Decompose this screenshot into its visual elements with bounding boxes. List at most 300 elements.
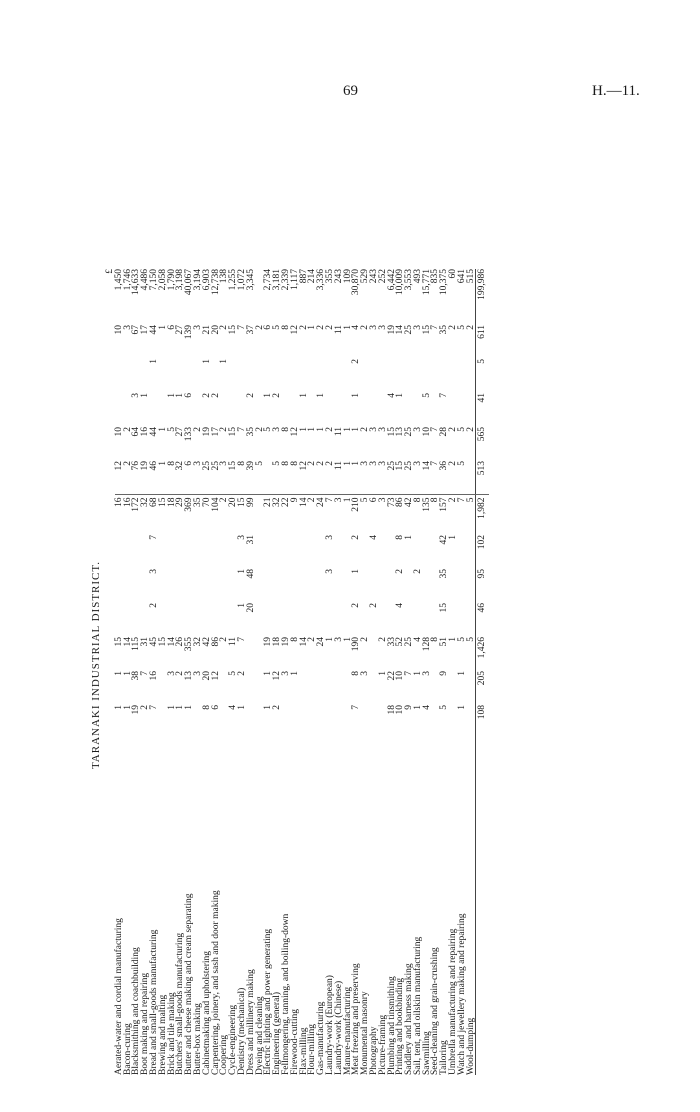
total-value: 41 xyxy=(476,393,490,427)
cell-value xyxy=(150,393,159,427)
cell-value xyxy=(185,603,194,637)
cell-value: 252 xyxy=(377,269,388,284)
cell-value: 3 xyxy=(360,671,371,676)
cell-value: 8 xyxy=(280,427,291,432)
cell-value: 1 xyxy=(316,393,327,398)
cell-value: 6 xyxy=(166,325,177,330)
cell-value: 14 xyxy=(421,461,432,471)
cell-value: 13 xyxy=(184,671,195,681)
cell-value xyxy=(361,393,370,427)
cell-value xyxy=(300,569,309,603)
cell-value: 42 xyxy=(201,637,212,647)
cell-value: 11 xyxy=(228,637,239,647)
cell-value xyxy=(124,359,133,393)
cell-value: 4 xyxy=(421,705,432,710)
cell-value xyxy=(194,569,203,603)
cell-value: 135 xyxy=(423,495,432,535)
cell-value xyxy=(220,569,229,603)
cell-value: 16 xyxy=(140,427,151,437)
cell-value xyxy=(291,359,300,393)
cell-value: 24 xyxy=(317,495,326,535)
cell-value: 493 xyxy=(412,269,423,284)
cell-value: 8 xyxy=(289,461,300,466)
industry-name: Flour-milling xyxy=(307,1023,318,1075)
cell-value: 22 xyxy=(282,495,291,535)
cell-value: 2 xyxy=(307,461,318,466)
cell-value xyxy=(194,535,203,569)
cell-value: 2 xyxy=(465,427,476,432)
cell-value xyxy=(317,359,326,393)
cell-value xyxy=(449,393,458,427)
cell-value xyxy=(159,603,168,637)
cell-value: 5 xyxy=(421,393,432,398)
cell-value: 8 xyxy=(431,495,440,535)
industry-name: Seed-cleaning and grain-crushing xyxy=(430,947,441,1075)
cell-value: 8 xyxy=(236,461,247,466)
cell-value xyxy=(361,569,370,603)
cell-value xyxy=(159,535,168,569)
cell-value xyxy=(449,603,458,637)
cell-value xyxy=(159,359,168,393)
industry-name: Dentistry (mechanical) xyxy=(236,987,247,1075)
cell-value: 369 xyxy=(185,495,194,535)
cell-value xyxy=(449,359,458,393)
cell-value xyxy=(370,569,379,603)
cell-value: 3 xyxy=(377,325,388,330)
cell-value xyxy=(124,603,133,637)
cell-value: 7 xyxy=(430,427,441,432)
cell-value: 641 xyxy=(456,269,467,284)
cell-value: 2 xyxy=(272,705,283,710)
cell-value xyxy=(308,359,317,393)
total-value: 102 xyxy=(476,535,490,569)
cell-value: 1 xyxy=(157,325,168,330)
cell-value: 1 xyxy=(412,705,423,710)
cell-value xyxy=(335,603,344,637)
cell-value: 3 xyxy=(131,393,142,398)
cell-value: 52 xyxy=(395,637,406,647)
cell-value: 3 xyxy=(412,325,423,330)
cell-value xyxy=(282,705,291,739)
cell-value: 3,336 xyxy=(316,269,327,291)
cell-value: 40,067 xyxy=(184,269,195,296)
cell-value: 2 xyxy=(122,427,133,432)
cell-value: 2 xyxy=(351,359,362,364)
cell-value xyxy=(467,461,476,495)
industry-name: Aerated-water and cordial manufacturing xyxy=(113,918,124,1075)
cell-value: 1,450 xyxy=(113,269,124,291)
industry-name: Umbrella manufacturing and repairing xyxy=(448,928,459,1075)
cell-value: 86 xyxy=(396,495,405,535)
cell-value: 35 xyxy=(245,427,256,437)
cell-value: 19 xyxy=(131,705,142,715)
cell-value: 10 xyxy=(113,427,124,437)
cell-value: 7 xyxy=(404,671,415,676)
cell-value: 3 xyxy=(421,671,432,676)
cell-value xyxy=(273,603,282,637)
cell-value: 1 xyxy=(289,671,300,676)
page-number: 69 xyxy=(343,83,358,99)
cell-value: 12 xyxy=(210,671,221,681)
cell-value: 32 xyxy=(175,461,186,471)
cell-value: 139 xyxy=(184,325,195,340)
cell-value: 19 xyxy=(263,637,274,647)
cell-value: 2,058 xyxy=(157,269,168,291)
cell-value: 3 xyxy=(219,461,230,466)
cell-value xyxy=(326,705,335,739)
cell-value: 39 xyxy=(245,461,256,471)
cell-value xyxy=(414,359,423,393)
cell-value: 8 xyxy=(414,495,423,535)
cell-value xyxy=(467,671,476,705)
cell-value xyxy=(370,359,379,393)
cell-value xyxy=(256,359,265,393)
cell-value: 1 xyxy=(175,393,186,398)
cell-value: 2 xyxy=(245,393,256,398)
cell-value: 2 xyxy=(210,393,221,398)
cell-value xyxy=(388,535,397,569)
cell-value xyxy=(203,535,212,569)
cell-value: 1 xyxy=(184,705,195,710)
cell-value: 2 xyxy=(192,427,203,432)
cell-value: 1 xyxy=(404,535,415,540)
cell-value xyxy=(344,569,353,603)
cell-value: 4 xyxy=(412,637,423,642)
cell-value: 12 xyxy=(289,427,300,437)
cell-value: 15 xyxy=(386,427,397,437)
cell-value: 3 xyxy=(192,461,203,466)
cell-value: 16 xyxy=(115,495,124,535)
cell-value: 1 xyxy=(219,359,230,364)
cell-value xyxy=(335,359,344,393)
cell-value: 2 xyxy=(377,637,388,642)
cell-value xyxy=(370,671,379,705)
cell-value: 44 xyxy=(148,325,159,335)
industry-name: Brick and tile making xyxy=(166,992,177,1075)
industry-name: Monumental masonry xyxy=(360,991,371,1075)
cell-value: 1 xyxy=(113,671,124,676)
table-row xyxy=(150,269,159,1075)
cell-value: 8 xyxy=(289,637,300,642)
cell-value: 20 xyxy=(210,325,221,335)
cell-value: 3 xyxy=(333,637,344,642)
cell-value xyxy=(405,393,414,427)
cell-value: 3 xyxy=(360,461,371,466)
industry-name: Brewing and malting xyxy=(157,994,168,1075)
cell-value xyxy=(388,603,397,637)
cell-value xyxy=(379,603,388,637)
cell-value: 1 xyxy=(351,393,362,398)
cell-value xyxy=(194,359,203,393)
cell-value xyxy=(467,569,476,603)
cell-value: 1 xyxy=(122,705,133,710)
industry-name: Flax-milling xyxy=(298,1027,309,1075)
cell-value xyxy=(229,359,238,393)
cell-value: 4 xyxy=(395,603,406,608)
cell-value xyxy=(344,535,353,569)
cell-value xyxy=(467,705,476,739)
cell-value: 2 xyxy=(395,569,406,574)
industry-name: Cabinetmaking and upholstering xyxy=(201,950,212,1075)
cell-value xyxy=(282,535,291,569)
cell-value: 38 xyxy=(131,671,142,681)
cell-value xyxy=(335,705,344,739)
cell-value: 243 xyxy=(333,269,344,284)
cell-value xyxy=(124,393,133,427)
cell-value: 37 xyxy=(245,325,256,335)
cell-value: 19 xyxy=(201,427,212,437)
total-value: 565 xyxy=(476,427,490,461)
cell-value: 1,746 xyxy=(122,269,133,291)
cell-value xyxy=(317,705,326,739)
cell-value xyxy=(308,569,317,603)
cell-value: 8 xyxy=(166,461,177,466)
cell-value: 8 xyxy=(280,325,291,330)
cell-value: 19 xyxy=(386,325,397,335)
cell-value: 11 xyxy=(333,461,344,471)
cell-value: 2 xyxy=(219,325,230,330)
industry-name: Blacksmithing and coachbuilding xyxy=(131,947,142,1075)
cell-value: 7 xyxy=(140,671,151,676)
cell-value xyxy=(238,359,247,393)
cell-value xyxy=(282,393,291,427)
cell-value: 26 xyxy=(175,637,186,647)
cell-value: 25 xyxy=(386,461,397,471)
cell-value xyxy=(405,569,414,603)
cell-value xyxy=(405,603,414,637)
cell-value xyxy=(308,603,317,637)
cell-value: 6 xyxy=(210,705,221,710)
cell-value: 33 xyxy=(386,637,397,647)
cell-value: 70 xyxy=(203,495,212,535)
cell-value: 28 xyxy=(439,427,450,437)
cell-value: 6,442 xyxy=(386,269,397,291)
cell-value: 11 xyxy=(333,325,344,335)
cell-value: 4,486 xyxy=(140,269,151,291)
cell-value: 46 xyxy=(148,461,159,471)
cell-value: 27 xyxy=(175,325,186,335)
cell-value xyxy=(159,705,168,739)
cell-value xyxy=(124,569,133,603)
cell-value xyxy=(440,359,449,393)
cell-value: 2 xyxy=(201,393,212,398)
currency-symbol: £ xyxy=(105,269,115,274)
cell-value xyxy=(467,535,476,569)
cell-value: 3,181 xyxy=(272,269,283,291)
table-row xyxy=(458,269,467,1075)
industry-name: Electric lighting and power generating xyxy=(263,928,274,1075)
cell-value xyxy=(264,603,273,637)
cell-value: 7 xyxy=(458,495,467,535)
cell-value xyxy=(264,461,273,495)
cell-value xyxy=(458,359,467,393)
cell-value xyxy=(300,603,309,637)
industry-name: Watch and jewellery making and repairing xyxy=(456,913,467,1075)
cell-value xyxy=(238,393,247,427)
cell-value: 18 xyxy=(168,495,177,535)
cell-value: 17 xyxy=(140,325,151,335)
cell-value: 60 xyxy=(448,269,459,279)
cell-value: 3 xyxy=(412,427,423,432)
cell-value: 1 xyxy=(316,427,327,432)
cell-value xyxy=(335,393,344,427)
total-value: 199,986 xyxy=(476,269,490,325)
cell-value xyxy=(176,535,185,569)
cell-value: 15 xyxy=(228,427,239,437)
cell-value: 6 xyxy=(263,325,274,330)
cell-value: 14 xyxy=(395,325,406,335)
cell-value: 15 xyxy=(157,637,168,647)
cell-value: 76 xyxy=(131,461,142,471)
industry-name: Coopering xyxy=(219,1034,230,1075)
cell-value: 1 xyxy=(456,705,467,710)
cell-value xyxy=(282,569,291,603)
total-value: 108 xyxy=(476,705,490,739)
cell-value xyxy=(141,535,150,569)
cell-value xyxy=(168,569,177,603)
cell-value xyxy=(467,359,476,393)
industry-name: Saddlery and harness making xyxy=(404,963,415,1075)
cell-value: 6 xyxy=(184,393,195,398)
cell-value xyxy=(220,671,229,705)
cell-value: 3,345 xyxy=(245,269,256,291)
cell-value: 7,150 xyxy=(148,269,159,291)
cell-value xyxy=(124,535,133,569)
cell-value: 21 xyxy=(201,325,212,335)
cell-value xyxy=(168,359,177,393)
cell-value: 3 xyxy=(377,461,388,466)
cell-value xyxy=(300,705,309,739)
cell-value xyxy=(300,359,309,393)
cell-value: 1 xyxy=(113,705,124,710)
cell-value xyxy=(159,569,168,603)
industry-name: Boot making and repairing xyxy=(140,972,151,1075)
cell-value xyxy=(247,671,256,705)
cell-value xyxy=(141,569,150,603)
cell-value xyxy=(361,535,370,569)
cell-value xyxy=(282,359,291,393)
cell-value: 138 xyxy=(219,269,230,284)
cell-value xyxy=(423,603,432,637)
cell-value xyxy=(168,603,177,637)
cell-value xyxy=(273,359,282,393)
cell-value: 1 xyxy=(122,671,133,676)
cell-value: 10 xyxy=(113,325,124,335)
cell-value xyxy=(220,535,229,569)
cell-value xyxy=(467,393,476,427)
cell-value xyxy=(308,393,317,427)
cell-value: 64 xyxy=(131,427,142,437)
cell-value: 1 xyxy=(201,359,212,364)
cell-value: 3 xyxy=(412,461,423,466)
rotated-table-container xyxy=(90,175,670,1075)
cell-value xyxy=(264,535,273,569)
cell-value: 133 xyxy=(184,427,195,442)
cell-value xyxy=(379,359,388,393)
cell-value xyxy=(344,359,353,393)
cell-value: 15 xyxy=(228,461,239,471)
cell-value: 14 xyxy=(298,637,309,647)
cell-value xyxy=(335,569,344,603)
cell-value xyxy=(449,671,458,705)
cell-value xyxy=(335,535,344,569)
table-title: TARANAKI INDUSTRIAL DISTRICT. xyxy=(90,560,102,770)
industry-name: Plumbing and tinsmithing xyxy=(386,976,397,1075)
cell-value: 14 xyxy=(122,637,133,647)
cell-value: 44 xyxy=(148,427,159,437)
cell-value: 5 xyxy=(166,427,177,432)
cell-value xyxy=(212,359,221,393)
cell-value xyxy=(203,603,212,637)
cell-value: 17 xyxy=(210,427,221,437)
cell-value: 1 xyxy=(175,705,186,710)
cell-value xyxy=(361,603,370,637)
cell-value xyxy=(423,359,432,393)
cell-value: 13 xyxy=(395,427,406,437)
industry-name: Fellmongering, tanning, and boiling-down xyxy=(280,913,291,1075)
cell-value xyxy=(379,393,388,427)
industry-name xyxy=(476,739,490,1075)
cell-value xyxy=(317,535,326,569)
cell-value: 172 xyxy=(132,495,141,535)
cell-value xyxy=(247,637,256,671)
cell-value xyxy=(370,393,379,427)
cell-value xyxy=(220,603,229,637)
cell-value: 7 xyxy=(326,495,335,535)
cell-value xyxy=(115,569,124,603)
cell-value xyxy=(185,569,194,603)
cell-value xyxy=(317,603,326,637)
cell-value: 1 xyxy=(351,461,362,466)
cell-value: 1 xyxy=(148,359,159,364)
cell-value xyxy=(344,393,353,427)
cell-value: 5 xyxy=(465,637,476,642)
cell-value: 5 xyxy=(361,495,370,535)
cell-value: 243 xyxy=(368,269,379,284)
cell-value: 1 xyxy=(307,427,318,432)
cell-value: 3,194 xyxy=(192,269,203,291)
cell-value xyxy=(273,569,282,603)
cell-value: 190 xyxy=(351,637,362,652)
cell-value: 8 xyxy=(280,461,291,466)
cell-value: 6 xyxy=(370,495,379,535)
cell-value xyxy=(317,671,326,705)
cell-value: 5 xyxy=(272,461,283,466)
table-row xyxy=(247,269,256,1075)
total-value: 46 xyxy=(476,603,490,637)
cell-value: 10 xyxy=(395,705,406,715)
industry-name: Dyeing and cleaning xyxy=(254,996,265,1075)
cell-value: 128 xyxy=(421,637,432,652)
cell-value: 1 xyxy=(307,325,318,330)
cell-value xyxy=(159,393,168,427)
cell-value: 2 xyxy=(351,603,362,608)
cell-value xyxy=(379,535,388,569)
cell-value xyxy=(449,705,458,739)
cell-value: 3 xyxy=(272,427,283,432)
cell-value: 1,255 xyxy=(228,269,239,291)
cell-value xyxy=(159,671,168,705)
cell-value: 24 xyxy=(316,637,327,647)
cell-value: 10 xyxy=(421,427,432,437)
table-row xyxy=(317,269,326,1075)
cell-value xyxy=(282,603,291,637)
cell-value: 1 xyxy=(298,427,309,432)
cell-value: 1 xyxy=(377,671,388,676)
cell-value: 35 xyxy=(439,569,450,579)
industry-name: Meat freezing and preserving xyxy=(351,963,362,1075)
cell-value: 2 xyxy=(254,325,265,330)
